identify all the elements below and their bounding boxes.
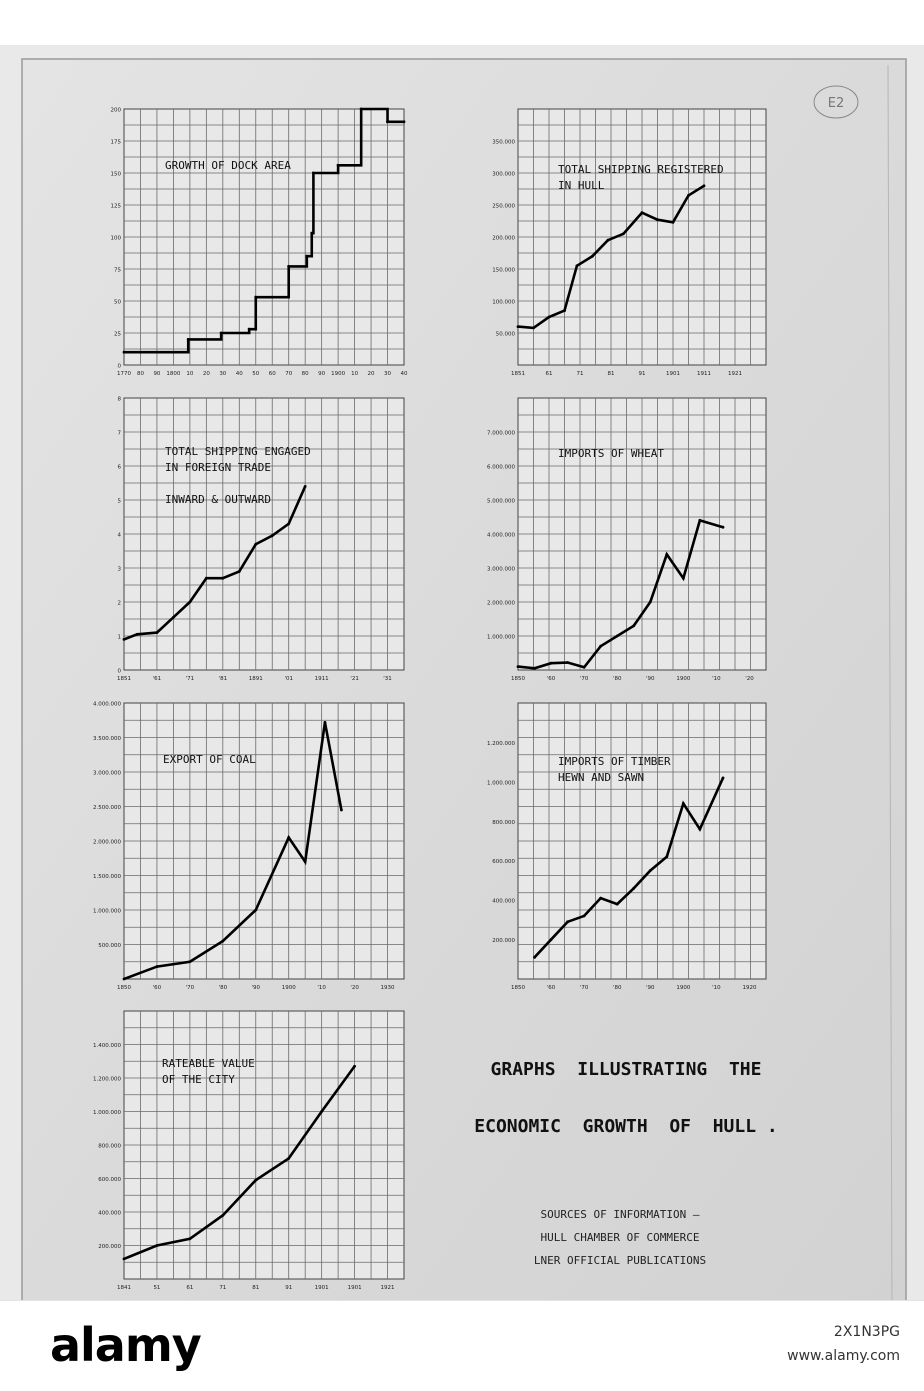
x-tick-label: 1901 xyxy=(314,1285,329,1291)
data-point xyxy=(287,522,290,525)
watermark-image-id: 2X1N3PG xyxy=(833,1324,900,1340)
data-point xyxy=(566,661,569,664)
data-point xyxy=(304,860,307,863)
x-tick-label: 10 xyxy=(351,371,359,377)
y-tick-label: 1 xyxy=(117,634,121,641)
y-tick-label: 3.500.000 xyxy=(93,736,121,742)
y-tick-label: 4.000.000 xyxy=(487,532,515,539)
data-point xyxy=(123,1258,126,1261)
x-tick-label: 70 xyxy=(285,371,293,377)
y-tick-label: 200.000 xyxy=(492,938,515,945)
x-tick-label: '90 xyxy=(646,985,655,991)
data-point xyxy=(123,978,126,981)
data-point xyxy=(599,645,602,648)
y-tick-label: 1.000.000 xyxy=(487,634,515,641)
data-point xyxy=(287,1157,290,1160)
chart-title-line: IMPORTS OF WHEAT xyxy=(558,447,664,460)
y-tick-label: 6.000.000 xyxy=(487,464,515,471)
data-point xyxy=(221,940,224,943)
y-tick-label: 0 xyxy=(117,668,121,675)
data-point xyxy=(403,120,406,123)
data-point xyxy=(205,577,208,580)
data-point xyxy=(682,802,685,805)
chart-title-line: IN FOREIGN TRADE xyxy=(165,461,271,474)
chart-title-line: OF THE CITY xyxy=(162,1073,235,1086)
y-tick-label: 125 xyxy=(110,203,121,210)
y-tick-label: 4.000.000 xyxy=(93,701,121,708)
y-tick-label: 1.000.000 xyxy=(93,1110,121,1116)
y-tick-label: 75 xyxy=(114,267,121,274)
x-tick-label: 81 xyxy=(252,1285,260,1291)
data-point xyxy=(566,920,569,923)
data-point xyxy=(649,601,652,604)
x-tick-label: 1851 xyxy=(117,676,131,682)
data-point xyxy=(591,255,594,258)
data-point xyxy=(221,577,224,580)
data-point xyxy=(722,777,725,780)
chart-title-line: HEWN AND SAWN xyxy=(558,771,645,784)
y-tick-label: 4 xyxy=(117,532,121,539)
plate-title-line1: GRAPHS ILLUSTRATING THE xyxy=(490,1059,762,1080)
chart-foreign-trade xyxy=(117,397,404,683)
y-tick-label: 2 xyxy=(117,600,121,607)
data-point xyxy=(532,326,535,329)
data-point xyxy=(320,1110,323,1113)
data-point xyxy=(656,218,659,221)
chart-wheat xyxy=(487,398,766,682)
data-point xyxy=(698,828,701,831)
chart-title-line: INWARD & OUTWARD xyxy=(165,493,271,506)
x-tick-label: 30 xyxy=(384,371,392,377)
x-tick-label: 80 xyxy=(136,371,144,377)
x-tick-label: 71 xyxy=(219,1285,227,1291)
data-point xyxy=(703,184,706,187)
y-tick-label: 3.000.000 xyxy=(487,566,515,573)
x-tick-label: '10 xyxy=(712,985,721,991)
data-point xyxy=(254,543,257,546)
x-tick-label: '80 xyxy=(612,985,622,991)
data-point xyxy=(287,265,290,268)
x-tick-label: 1900 xyxy=(331,371,346,377)
x-tick-label: '80 xyxy=(612,676,622,682)
x-tick-label: 91 xyxy=(285,1285,293,1291)
x-tick-label: 1911 xyxy=(314,676,329,682)
chart-title-line: TOTAL SHIPPING ENGAGED xyxy=(165,445,311,458)
data-point xyxy=(386,120,389,123)
data-point xyxy=(238,570,241,573)
data-point xyxy=(123,351,126,354)
x-tick-label: '60 xyxy=(546,676,556,682)
y-tick-label: 600.000 xyxy=(98,1177,121,1183)
data-point xyxy=(616,903,619,906)
y-tick-label: 1.000.000 xyxy=(93,908,121,915)
chart-timber xyxy=(487,703,766,991)
y-tick-label: 2.000.000 xyxy=(487,600,515,607)
x-tick-label: 1900 xyxy=(676,985,691,991)
data-point xyxy=(221,1214,224,1217)
x-tick-label: '71 xyxy=(185,676,195,682)
data-point xyxy=(254,909,257,912)
data-point xyxy=(156,965,159,968)
chart-title-line: RATEABLE VALUE xyxy=(162,1057,255,1070)
x-tick-label: 40 xyxy=(400,371,408,377)
x-tick-label: '60 xyxy=(152,985,162,991)
x-tick-label: '20 xyxy=(350,985,359,991)
x-tick-label: 50 xyxy=(252,371,260,377)
y-tick-label: 300.000 xyxy=(492,171,515,178)
y-tick-label: 350.000 xyxy=(492,139,515,146)
x-tick-label: 1921 xyxy=(380,1285,395,1291)
data-point xyxy=(641,211,644,214)
data-point xyxy=(548,316,551,319)
y-tick-label: 6 xyxy=(117,464,121,471)
x-tick-label: 1920 xyxy=(742,985,757,991)
x-tick-label: '90 xyxy=(646,676,655,682)
y-tick-label: 1.400.000 xyxy=(93,1043,121,1049)
data-point xyxy=(360,108,363,111)
x-tick-label: '90 xyxy=(251,985,261,991)
x-tick-label: 1841 xyxy=(117,1285,131,1291)
x-tick-label: 1930 xyxy=(380,985,395,991)
x-tick-label: 1850 xyxy=(117,985,131,991)
x-tick-label: 20 xyxy=(202,371,210,377)
y-tick-label: 5 xyxy=(117,498,121,505)
data-point xyxy=(136,633,139,636)
x-tick-label: '10 xyxy=(317,985,326,991)
x-tick-label: 1921 xyxy=(728,371,742,377)
x-tick-label: '70 xyxy=(185,985,195,991)
data-point xyxy=(550,938,553,941)
data-point xyxy=(722,526,725,529)
x-tick-label: '60 xyxy=(546,985,556,991)
plate-title-line2: ECONOMIC GROWTH OF HULL . xyxy=(474,1116,778,1137)
x-tick-label: 1911 xyxy=(697,371,711,377)
x-tick-label: '61 xyxy=(152,676,162,682)
data-point xyxy=(254,296,257,299)
y-tick-label: 800.000 xyxy=(492,819,515,826)
x-tick-label: 51 xyxy=(153,1285,161,1291)
data-point xyxy=(583,666,586,669)
y-tick-label: 7.000.000 xyxy=(487,430,515,437)
y-tick-label: 2.000.000 xyxy=(93,839,121,846)
x-tick-label: 91 xyxy=(638,371,646,377)
y-tick-label: 7 xyxy=(117,430,121,437)
x-tick-label: '80 xyxy=(218,985,228,991)
x-tick-label: 1900 xyxy=(676,676,691,682)
x-tick-label: 1900 xyxy=(281,985,296,991)
x-tick-label: 60 xyxy=(268,371,276,377)
y-tick-label: 175 xyxy=(110,139,121,146)
corner-mark: E2 xyxy=(827,96,845,111)
x-tick-label: 81 xyxy=(607,371,615,377)
x-tick-label: 90 xyxy=(153,371,161,377)
chart-shipping-registered xyxy=(492,109,766,377)
data-point xyxy=(607,239,610,242)
x-tick-label: 1800 xyxy=(166,371,181,377)
x-tick-label: '31 xyxy=(383,676,392,682)
data-point xyxy=(188,601,191,604)
y-tick-label: 600.000 xyxy=(492,859,515,866)
data-point xyxy=(340,809,343,812)
x-tick-label: 1850 xyxy=(511,985,525,991)
data-point xyxy=(312,172,315,175)
y-tick-label: 800.000 xyxy=(98,1143,121,1150)
watermark-info xyxy=(640,1320,900,1368)
data-point xyxy=(533,956,536,959)
data-point xyxy=(156,631,159,634)
x-tick-label: 10 xyxy=(186,371,194,377)
y-tick-label: 2.500.000 xyxy=(93,805,121,811)
x-tick-label: '20 xyxy=(745,676,754,682)
data-point xyxy=(632,887,635,890)
y-tick-label: 1.200.000 xyxy=(487,740,515,747)
y-tick-label: 0 xyxy=(117,363,121,370)
watermark-site: www.alamy.com xyxy=(787,1348,900,1364)
data-point xyxy=(616,635,619,638)
data-point xyxy=(698,519,701,522)
data-point xyxy=(310,232,313,235)
data-point xyxy=(123,638,126,641)
data-point xyxy=(682,577,685,580)
data-point xyxy=(187,338,190,341)
chart-title-line: GROWTH OF DOCK AREA xyxy=(165,159,291,172)
sources-line2: HULL CHAMBER OF COMMERCE xyxy=(540,1231,700,1244)
data-point xyxy=(353,1065,356,1068)
chart-coal xyxy=(93,702,404,992)
data-point xyxy=(248,328,251,331)
data-point xyxy=(533,667,536,670)
y-tick-label: 50 xyxy=(114,299,121,306)
data-point xyxy=(563,309,566,312)
sources-line3: LNER OFFICIAL PUBLICATIONS xyxy=(533,1254,707,1267)
data-point xyxy=(304,485,307,488)
y-tick-label: 8 xyxy=(117,396,121,403)
y-tick-label: 5.000.000 xyxy=(487,498,515,505)
data-point xyxy=(622,232,625,235)
x-tick-label: 1850 xyxy=(511,676,525,682)
x-tick-label: '01 xyxy=(284,676,293,682)
x-tick-label: '81 xyxy=(218,676,228,682)
y-tick-label: 400.000 xyxy=(98,1210,121,1217)
x-tick-label: '70 xyxy=(579,985,589,991)
data-point xyxy=(665,553,668,556)
x-tick-label: 80 xyxy=(301,371,309,377)
data-point xyxy=(156,1244,159,1247)
chart-title-line: EXPORT OF COAL xyxy=(163,753,256,766)
x-tick-label: 1901 xyxy=(347,1285,362,1291)
y-tick-label: 1.500.000 xyxy=(93,874,121,880)
data-point xyxy=(220,332,223,335)
y-tick-label: 3.000.000 xyxy=(93,770,121,777)
data-point xyxy=(324,721,327,724)
x-tick-label: 20 xyxy=(367,371,375,377)
y-tick-label: 250.000 xyxy=(492,203,515,210)
y-tick-label: 1.000.000 xyxy=(487,780,515,787)
x-tick-label: 1851 xyxy=(511,371,525,377)
data-point xyxy=(599,897,602,900)
y-tick-label: 100 xyxy=(110,235,121,242)
data-point xyxy=(517,665,520,668)
x-tick-label: 30 xyxy=(219,371,227,377)
y-tick-label: 200.000 xyxy=(492,235,515,242)
chart-dock-area xyxy=(111,108,408,378)
x-tick-label: 1770 xyxy=(117,371,131,377)
y-tick-label: 500.000 xyxy=(98,943,121,949)
chart-title-line: IN HULL xyxy=(558,179,605,192)
y-tick-label: 3 xyxy=(117,566,121,573)
chart-title-line: TOTAL SHIPPING REGISTERED xyxy=(558,163,724,176)
data-point xyxy=(254,1179,257,1182)
data-point xyxy=(576,264,579,267)
data-point xyxy=(188,960,191,963)
data-point xyxy=(687,194,690,197)
x-tick-label: 1901 xyxy=(666,371,680,377)
chart-rateable xyxy=(93,1011,404,1291)
data-point xyxy=(583,915,586,918)
data-point xyxy=(517,325,520,328)
data-point xyxy=(665,855,668,858)
y-tick-label: 200.000 xyxy=(98,1244,121,1250)
data-point xyxy=(632,624,635,627)
x-tick-label: 40 xyxy=(235,371,243,377)
x-tick-label: 61 xyxy=(186,1285,194,1291)
y-tick-label: 200 xyxy=(110,107,121,114)
watermark-logo: alamy xyxy=(50,1318,201,1372)
data-point xyxy=(550,662,553,665)
y-tick-label: 150.000 xyxy=(492,267,515,274)
sources-line1: SOURCES OF INFORMATION — xyxy=(540,1208,700,1221)
x-tick-label: 71 xyxy=(576,371,584,377)
chart-title-line: IMPORTS OF TIMBER xyxy=(558,755,671,768)
y-tick-label: 1.200.000 xyxy=(93,1076,121,1083)
x-tick-label: 61 xyxy=(545,371,553,377)
y-tick-label: 25 xyxy=(114,331,121,338)
x-tick-label: 1891 xyxy=(248,676,263,682)
x-tick-label: '70 xyxy=(579,676,589,682)
y-tick-label: 400.000 xyxy=(492,898,515,905)
data-point xyxy=(188,1237,191,1240)
data-point xyxy=(172,616,175,619)
x-tick-label: '21 xyxy=(350,676,359,682)
y-tick-label: 150 xyxy=(110,171,121,178)
data-point xyxy=(672,221,675,224)
x-tick-label: '10 xyxy=(712,676,721,682)
x-tick-label: 90 xyxy=(318,371,326,377)
data-point xyxy=(287,836,290,839)
y-tick-label: 50.000 xyxy=(495,331,515,338)
data-point xyxy=(649,869,652,872)
data-point xyxy=(305,255,308,258)
data-point xyxy=(337,164,340,167)
y-tick-label: 100.000 xyxy=(492,299,515,306)
data-point xyxy=(271,534,274,537)
